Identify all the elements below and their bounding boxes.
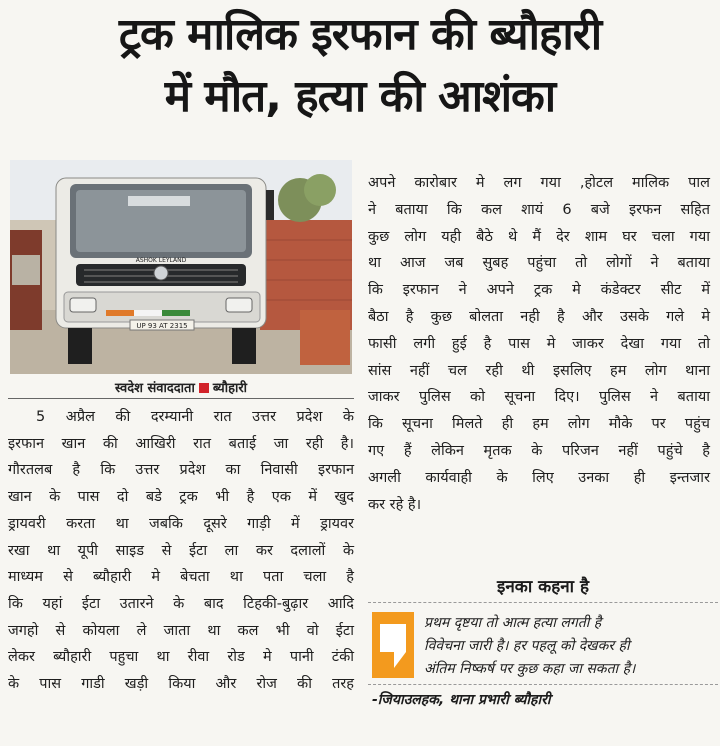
truck-brand-text: ASHOK LEYLAND <box>135 257 187 264</box>
quote-mark-icon <box>372 612 414 678</box>
body-line: लेकर ब्यौहारी पहुचा था रीवा रोड मे पानी टंकी <box>8 649 354 666</box>
article-column-left <box>8 404 354 698</box>
body-line: 5 अप्रैल की दरम्यानी रात उत्तर प्रदेश के <box>36 409 354 425</box>
license-plate: UP 93 AT 2315 <box>136 322 188 330</box>
quote-text <box>424 612 716 681</box>
quote-divider-bottom <box>368 684 718 685</box>
truck-photo-illustration <box>10 160 352 374</box>
headline-line-2: में मौत, हत्या की आशंका <box>164 71 556 122</box>
credit-divider <box>8 398 354 399</box>
quote-signature: -जियाउलहक, थाना प्रभारी ब्यौहारी <box>372 692 551 708</box>
quote-divider-top <box>368 602 718 603</box>
body-line: था आज जब सुबह पहुंचा तो लोगों ने बताया <box>368 255 710 272</box>
article-column-right <box>368 170 710 518</box>
body-line: कि सूचना मिलते ही हम लोग मौके पर पहुंच <box>368 416 710 433</box>
body-line: ड्रायवरी करता था जबकि दूसरे गाड़ी में ड्रायवर <box>8 515 354 532</box>
quote-line: अंतिम निष्कर्ष पर कुछ कहा जा सकता है। <box>424 661 636 677</box>
reporter-name: स्वदेश संवाददाता <box>114 381 195 396</box>
news-photo <box>10 160 352 374</box>
body-line: जगहो से कोयला ले जाता था कल भी वो ईटा <box>8 622 354 639</box>
body-line: गौरतलब है कि उत्तर प्रदेश का निवासी इरफान <box>8 462 354 479</box>
quote-line: प्रथम दृष्टया तो आत्म हत्या लगती है <box>424 615 602 631</box>
body-line: सांस नहीं चल रही थी इसलिए हम लोग थाना <box>368 362 710 379</box>
body-line: गए हैं लेकिन मृतक के परिजन नहीं पहुंचे है <box>368 442 710 459</box>
body-line: जाकर पुलिस को सूचना दिए। पुलिस ने बताया <box>368 389 710 406</box>
body-line: कर रहे है। <box>368 496 422 513</box>
body-line: बैठा है कुछ बोलता नही है और उसके गले मे <box>368 308 710 325</box>
quote-heading: इनका कहना है <box>496 577 590 597</box>
body-line: ने बताया कि कल शायं 6 बजे इरफन सहित <box>368 201 710 218</box>
body-line: अगली कार्यवाही के लिए उनका ही इन्तजार <box>368 469 710 486</box>
body-line: कि यहां ईटा उतारने के बाद टिहकी-बुढ़ार आदि <box>8 595 354 612</box>
body-line: अपने कारोबार मे लग गया ,होटल मालिक पाल <box>368 175 710 191</box>
body-line: खान के पास दो बडे ट्रक भी है एक में खुद <box>8 489 354 506</box>
body-line: कि इरफान ने अपने ट्रक मे कंडेक्टर सीट में <box>368 282 710 299</box>
body-line: इरफान खान की आखिरी रात बताई जा रही है। <box>8 435 354 452</box>
body-line: रखा था यूपी साइड से ईटा ला कर दलालों के <box>8 542 354 559</box>
photo-credit <box>10 378 352 396</box>
body-line: कुछ लोग यही बैठे थे मैं देर शाम घर चला गया <box>368 228 710 245</box>
headline <box>0 4 720 128</box>
red-square-icon <box>199 383 209 393</box>
headline-line-1: ट्रक मालिक इरफान की ब्यौहारी <box>118 9 602 60</box>
quote-line: विवेचना जारी है। हर पहलू को देखकर ही <box>424 638 630 654</box>
dateline-place: ब्यौहारी <box>212 381 248 396</box>
body-line: के पास गाडी खड़ी किया और रोज की तरह <box>8 676 354 693</box>
body-line: फासी लगी हुई है पास मे जाकर देखा गया तो <box>368 335 710 352</box>
body-line: माध्यम से ब्यौहारी मे बेचता था पता चला है <box>8 569 354 586</box>
